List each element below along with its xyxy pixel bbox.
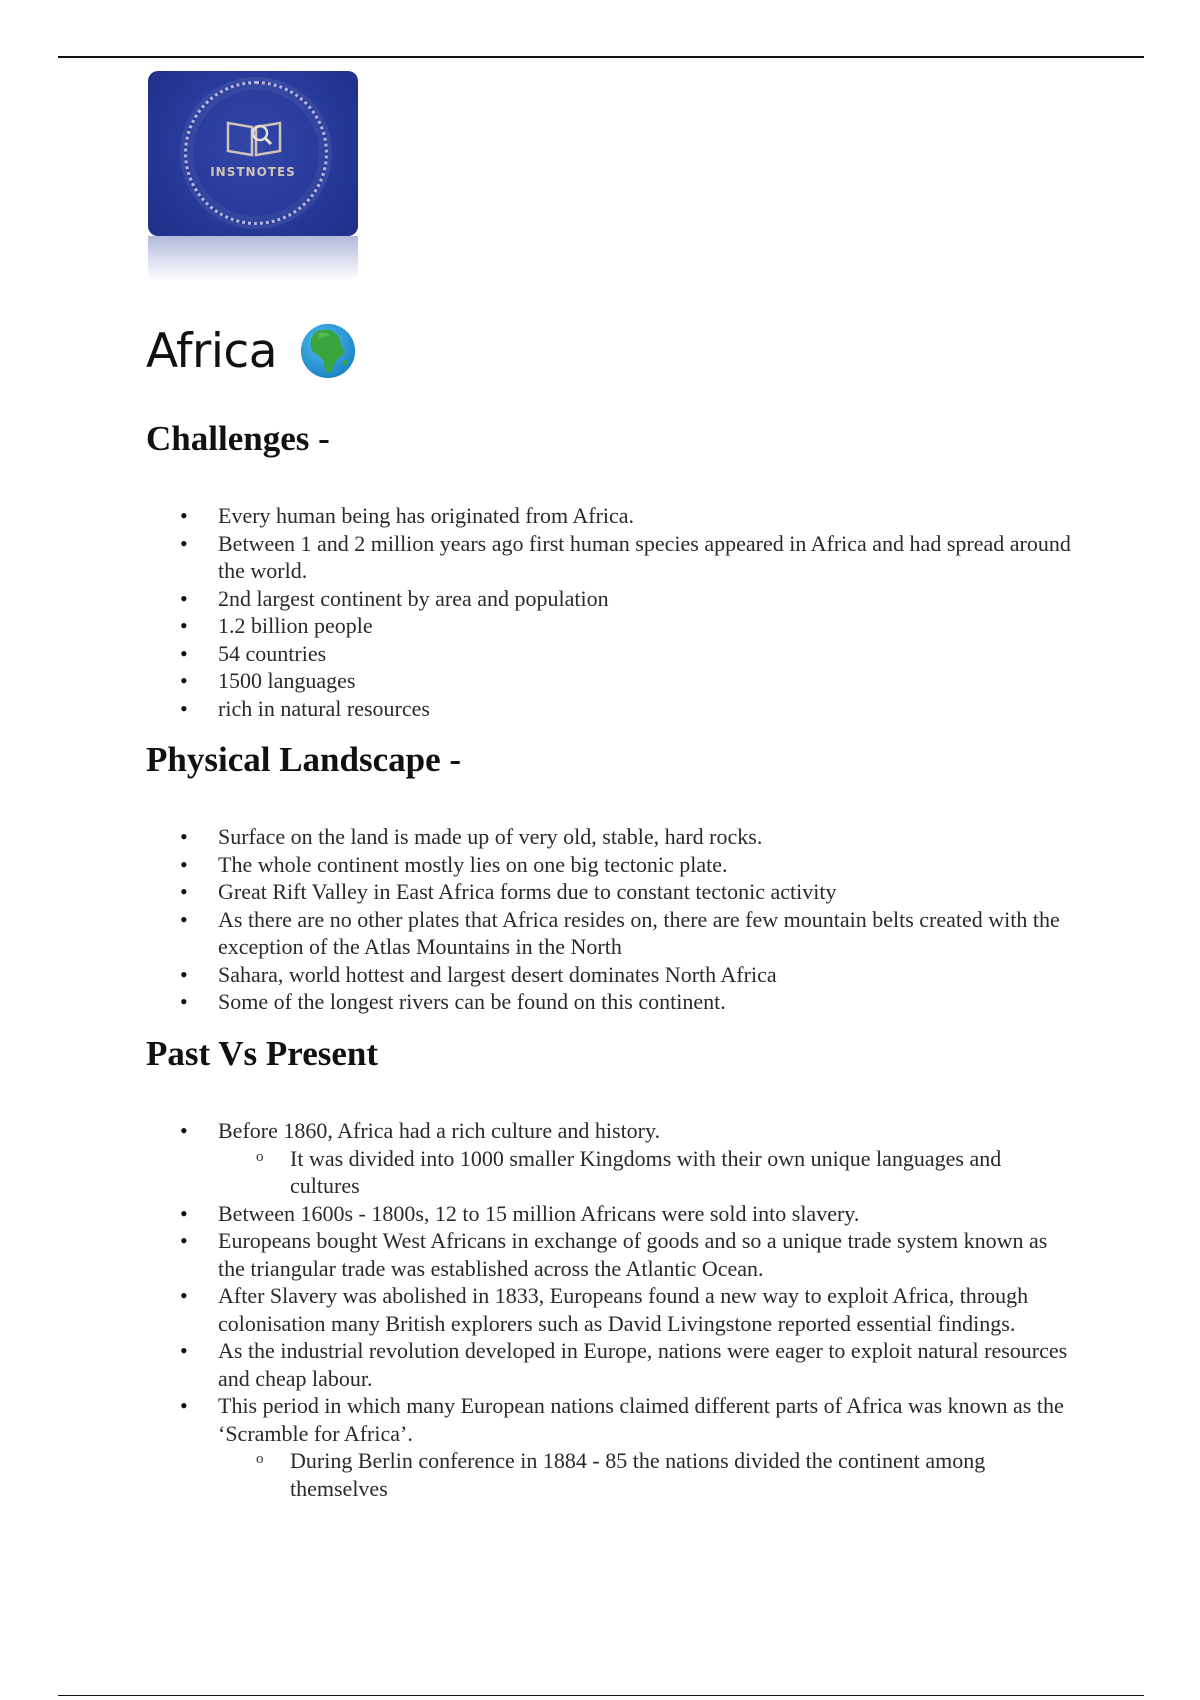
list-item: • Sahara, world hottest and largest desert dominates North Africa — [146, 961, 1076, 989]
book-icon — [224, 115, 284, 159]
list-item: • Great Rift Valley in East Africa forms due to constant tectonic activity — [146, 878, 1076, 906]
section-physical-landscape — [146, 739, 1076, 1016]
bullet-list — [146, 1117, 1076, 1502]
list-item-text: Between 1600s - 1800s, 12 to 15 million Africans were sold into slavery. — [218, 1200, 860, 1226]
sub-list-item: o During Berlin conference in 1884 - 85 the nations divided the continent among themselves — [218, 1447, 1076, 1502]
list-item: • 1.2 billion people — [146, 612, 1076, 640]
list-item — [146, 1392, 1076, 1502]
bullet-list — [146, 502, 1076, 722]
list-item — [146, 1282, 1076, 1337]
list-item: • Every human being has originated from Africa. — [146, 502, 1076, 530]
list-item-text: After Slavery was abolished in 1833, Europeans found a new way to exploit Africa, through colonisation many British explorers such as David Livingstone reported essential findings. — [218, 1283, 1029, 1336]
list-item: • 1500 languages — [146, 667, 1076, 695]
section-past-vs-present — [146, 1033, 1076, 1502]
list-item: • Between 1 and 2 million years ago first human species appeared in Africa and had spread around the world. — [146, 530, 1076, 585]
logo-text: INSTNOTES — [210, 165, 296, 179]
top-rule — [58, 56, 1144, 58]
logo — [148, 71, 358, 281]
section-challenges — [146, 418, 1076, 722]
list-item — [146, 1227, 1076, 1282]
list-item — [146, 1200, 1076, 1228]
bottom-rule — [58, 1695, 1144, 1696]
list-item: • rich in natural resources — [146, 695, 1076, 723]
list-item: • The whole continent mostly lies on one big tectonic plate. — [146, 851, 1076, 879]
list-item-text: Before 1860, Africa had a rich culture and history. — [218, 1118, 661, 1143]
section-heading: Challenges - — [146, 419, 330, 458]
sub-list — [218, 1145, 1076, 1200]
globe-africa-icon — [299, 322, 357, 380]
list-item: • As there are no other plates that Africa resides on, there are few mountain belts created with the exception of the Atlas Mountains in the North — [146, 906, 1076, 961]
list-item — [146, 1117, 1076, 1200]
logo-reflection — [148, 236, 358, 281]
list-item: • Surface on the land is made up of very old, stable, hard rocks. — [146, 823, 1076, 851]
title-row — [146, 322, 357, 380]
list-item-text: This period in which many European nations claimed different parts of Africa was known as the ‘Scramble for Africa’. — [218, 1393, 1064, 1446]
page-title: Africa — [146, 323, 278, 379]
section-heading: Physical Landscape - — [146, 740, 462, 779]
list-item: • 54 countries — [146, 640, 1076, 668]
list-item-text: Europeans bought West Africans in exchange of goods and so a unique trade system known as the triangular trade was established across the Atlantic Ocean. — [218, 1228, 1048, 1281]
bullet-list — [146, 823, 1076, 1016]
section-heading: Past Vs Present — [146, 1034, 379, 1073]
sub-list — [218, 1447, 1076, 1502]
list-item — [146, 1337, 1076, 1392]
list-item: • 2nd largest continent by area and population — [146, 585, 1076, 613]
list-item-text: As the industrial revolution developed in Europe, nations were eager to exploit natural resources and cheap labour. — [218, 1338, 1068, 1391]
list-item: • Some of the longest rivers can be found on this continent. — [146, 988, 1076, 1016]
logo-badge — [148, 71, 358, 236]
sub-list-item: o It was divided into 1000 smaller Kingdoms with their own unique languages and cultures — [218, 1145, 1076, 1200]
